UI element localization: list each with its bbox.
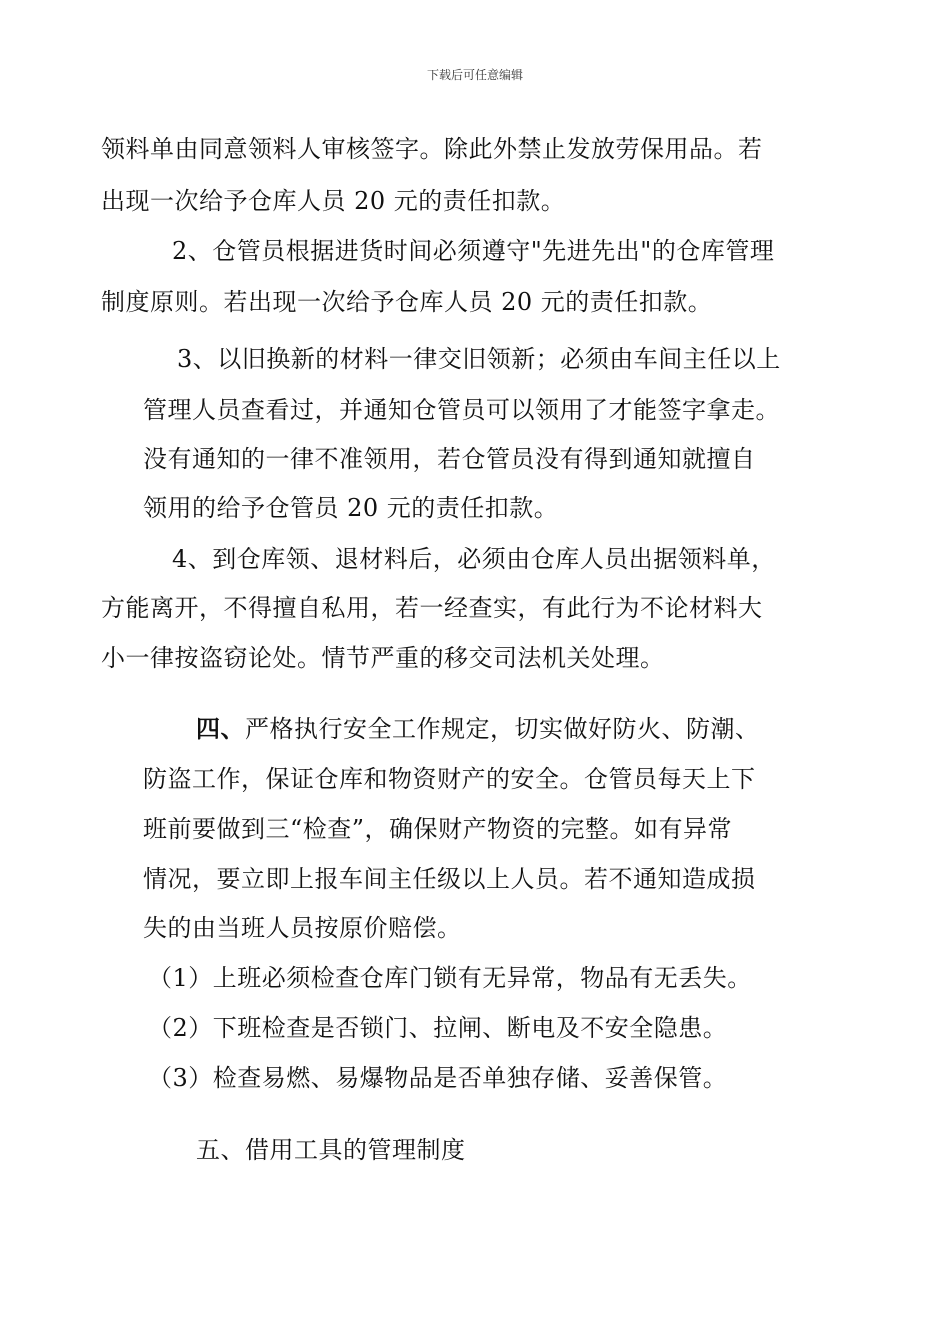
check-item-1: （1）上班必须检查仓库门锁有无异常，物品有无丢失。 xyxy=(148,964,752,992)
section-4-text: 严格执行安全工作规定，切实做好防火、防潮、 xyxy=(245,715,760,743)
text-line-15: 情况，要立即上报车间主任级以上人员。若不通知造成损 xyxy=(143,865,756,893)
text-line-9: 4、到仓库领、退材料后，必须由仓库人员出据领料单， xyxy=(172,545,776,573)
page-header: 下载后可任意编辑 xyxy=(426,68,523,82)
text-line-6: 管理人员查看过，并通知仓管员可以领用了才能签字拿走。 xyxy=(143,396,780,424)
text-line-5: 3、以旧换新的材料一律交旧领新；必须由车间主任以上 xyxy=(177,345,781,373)
text-line-13: 防盗工作，保证仓库和物资财产的安全。仓管员每天上下 xyxy=(143,765,756,793)
text-line-3: 2、仓管员根据进货时间必须遵守"先进先出"的仓库管理 xyxy=(172,237,775,265)
text-line-4: 制度原则。若出现一次给予仓库人员 20 元的责任扣款。 xyxy=(101,288,713,316)
text-line-16: 失的由当班人员按原价赔偿。 xyxy=(143,914,462,942)
check-item-3: （3）检查易燃、易爆物品是否单独存储、妥善保管。 xyxy=(148,1064,728,1092)
text-line-10: 方能离开，不得擅自私用，若一经查实，有此行为不论材料大 xyxy=(101,594,763,622)
check-item-2: （2）下班检查是否锁门、拉闸、断电及不安全隐患。 xyxy=(148,1014,728,1042)
text-line-1: 领料单由同意领料人审核签字。除此外禁止发放劳保用品。若 xyxy=(101,135,763,163)
text-line-11: 小一律按盗窃论处。情节严重的移交司法机关处理。 xyxy=(101,644,665,672)
section-4-number: 四、 xyxy=(196,714,245,743)
text-line-8: 领用的给予仓管员 20 元的责任扣款。 xyxy=(143,494,559,522)
section-4-first-line xyxy=(196,714,760,744)
text-line-14: 班前要做到三“检查”，确保财产物资的完整。如有异常 xyxy=(143,815,733,843)
text-line-7: 没有通知的一律不准领用，若仓管员没有得到通知就擅自 xyxy=(143,445,756,473)
text-line-2: 出现一次给予仓库人员 20 元的责任扣款。 xyxy=(101,187,566,215)
section-5-heading: 五、借用工具的管理制度 xyxy=(196,1136,466,1164)
